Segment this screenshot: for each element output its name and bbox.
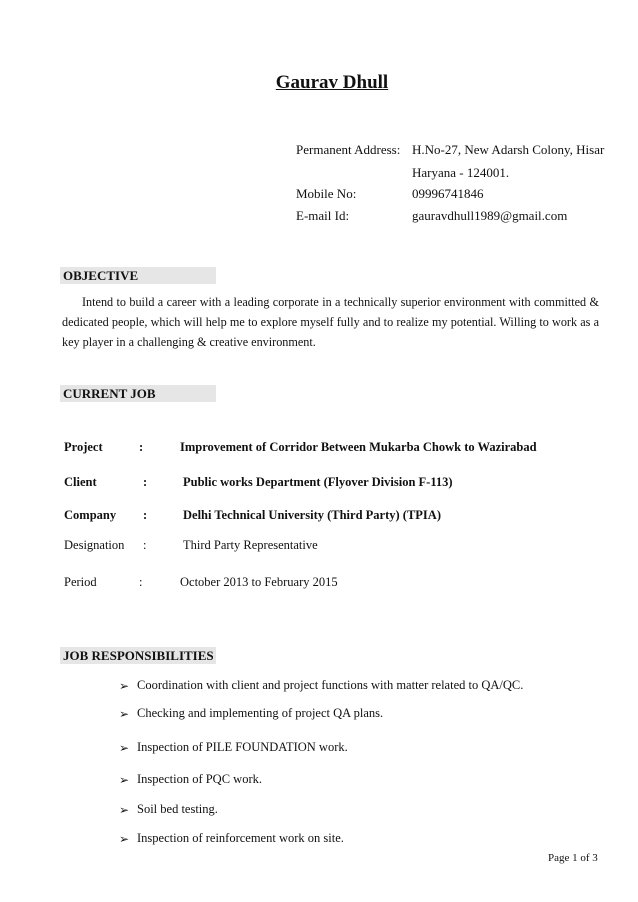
arrow-bullet-icon: ➢	[119, 679, 130, 693]
job-row-value: Delhi Technical University (Third Party) (TPIA)	[183, 508, 441, 522]
job-row-label: Company	[64, 508, 117, 522]
job-row-label: Client	[64, 475, 97, 489]
list-item: Coordination with client and project functions with matter related to QA/QC.	[137, 678, 524, 692]
job-row-label: Designation	[64, 538, 125, 552]
job-row-value: October 2013 to February 2015	[180, 575, 338, 589]
job-row-value: Improvement of Corridor Between Mukarba Chowk to Wazirabad	[180, 440, 537, 454]
list-item: Inspection of PQC work.	[137, 772, 262, 786]
arrow-bullet-icon: ➢	[119, 832, 130, 846]
list-item: Soil bed testing.	[137, 802, 218, 816]
mobile-label: Mobile No:	[296, 186, 357, 201]
email-label: E-mail Id:	[296, 208, 350, 223]
resume-name: Gaurav Dhull	[275, 72, 389, 93]
mobile-value: 09996741846	[412, 186, 484, 201]
job-row-value: Public works Department (Flyover Division F-113)	[183, 475, 453, 489]
arrow-bullet-icon: ➢	[119, 707, 130, 721]
job-row-value: Third Party Representative	[183, 538, 318, 552]
arrow-bullet-icon: ➢	[119, 773, 130, 787]
address-line-1: H.No-27, New Adarsh Colony, Hisar	[412, 142, 605, 157]
objective-text: Intend to build a career with a leading corporate in a technically superior environment with committed & dedicated people, which will help me to explore myself fully and to realize my potential. Willing to work as a key player in a challenging & creative environment.	[62, 295, 599, 349]
arrow-bullet-icon: ➢	[119, 803, 130, 817]
list-item: Inspection of reinforcement work on site.	[137, 831, 344, 845]
job-row-separator: :	[143, 508, 148, 522]
job-row-separator: :	[139, 575, 143, 589]
address-label: Permanent Address:	[296, 142, 401, 157]
list-item: Checking and implementing of project QA plans.	[137, 706, 384, 720]
email-value: gauravdhull1989@gmail.com	[412, 208, 568, 223]
job-row-label: Period	[64, 575, 97, 589]
objective-heading: OBJECTIVE	[60, 267, 216, 284]
current-job-heading: CURRENT JOB	[60, 385, 216, 402]
job-row-label: Project	[64, 440, 103, 454]
page-number: Page 1 of 3	[548, 852, 598, 864]
job-row-separator: :	[143, 475, 148, 489]
address-line-2: Haryana - 124001.	[412, 165, 510, 180]
list-item: Inspection of PILE FOUNDATION work.	[137, 740, 348, 754]
responsibilities-heading: JOB RESPONSIBILITIES	[60, 647, 216, 664]
arrow-bullet-icon: ➢	[119, 741, 130, 755]
job-row-separator: :	[139, 440, 144, 454]
job-row-separator: :	[143, 538, 147, 552]
